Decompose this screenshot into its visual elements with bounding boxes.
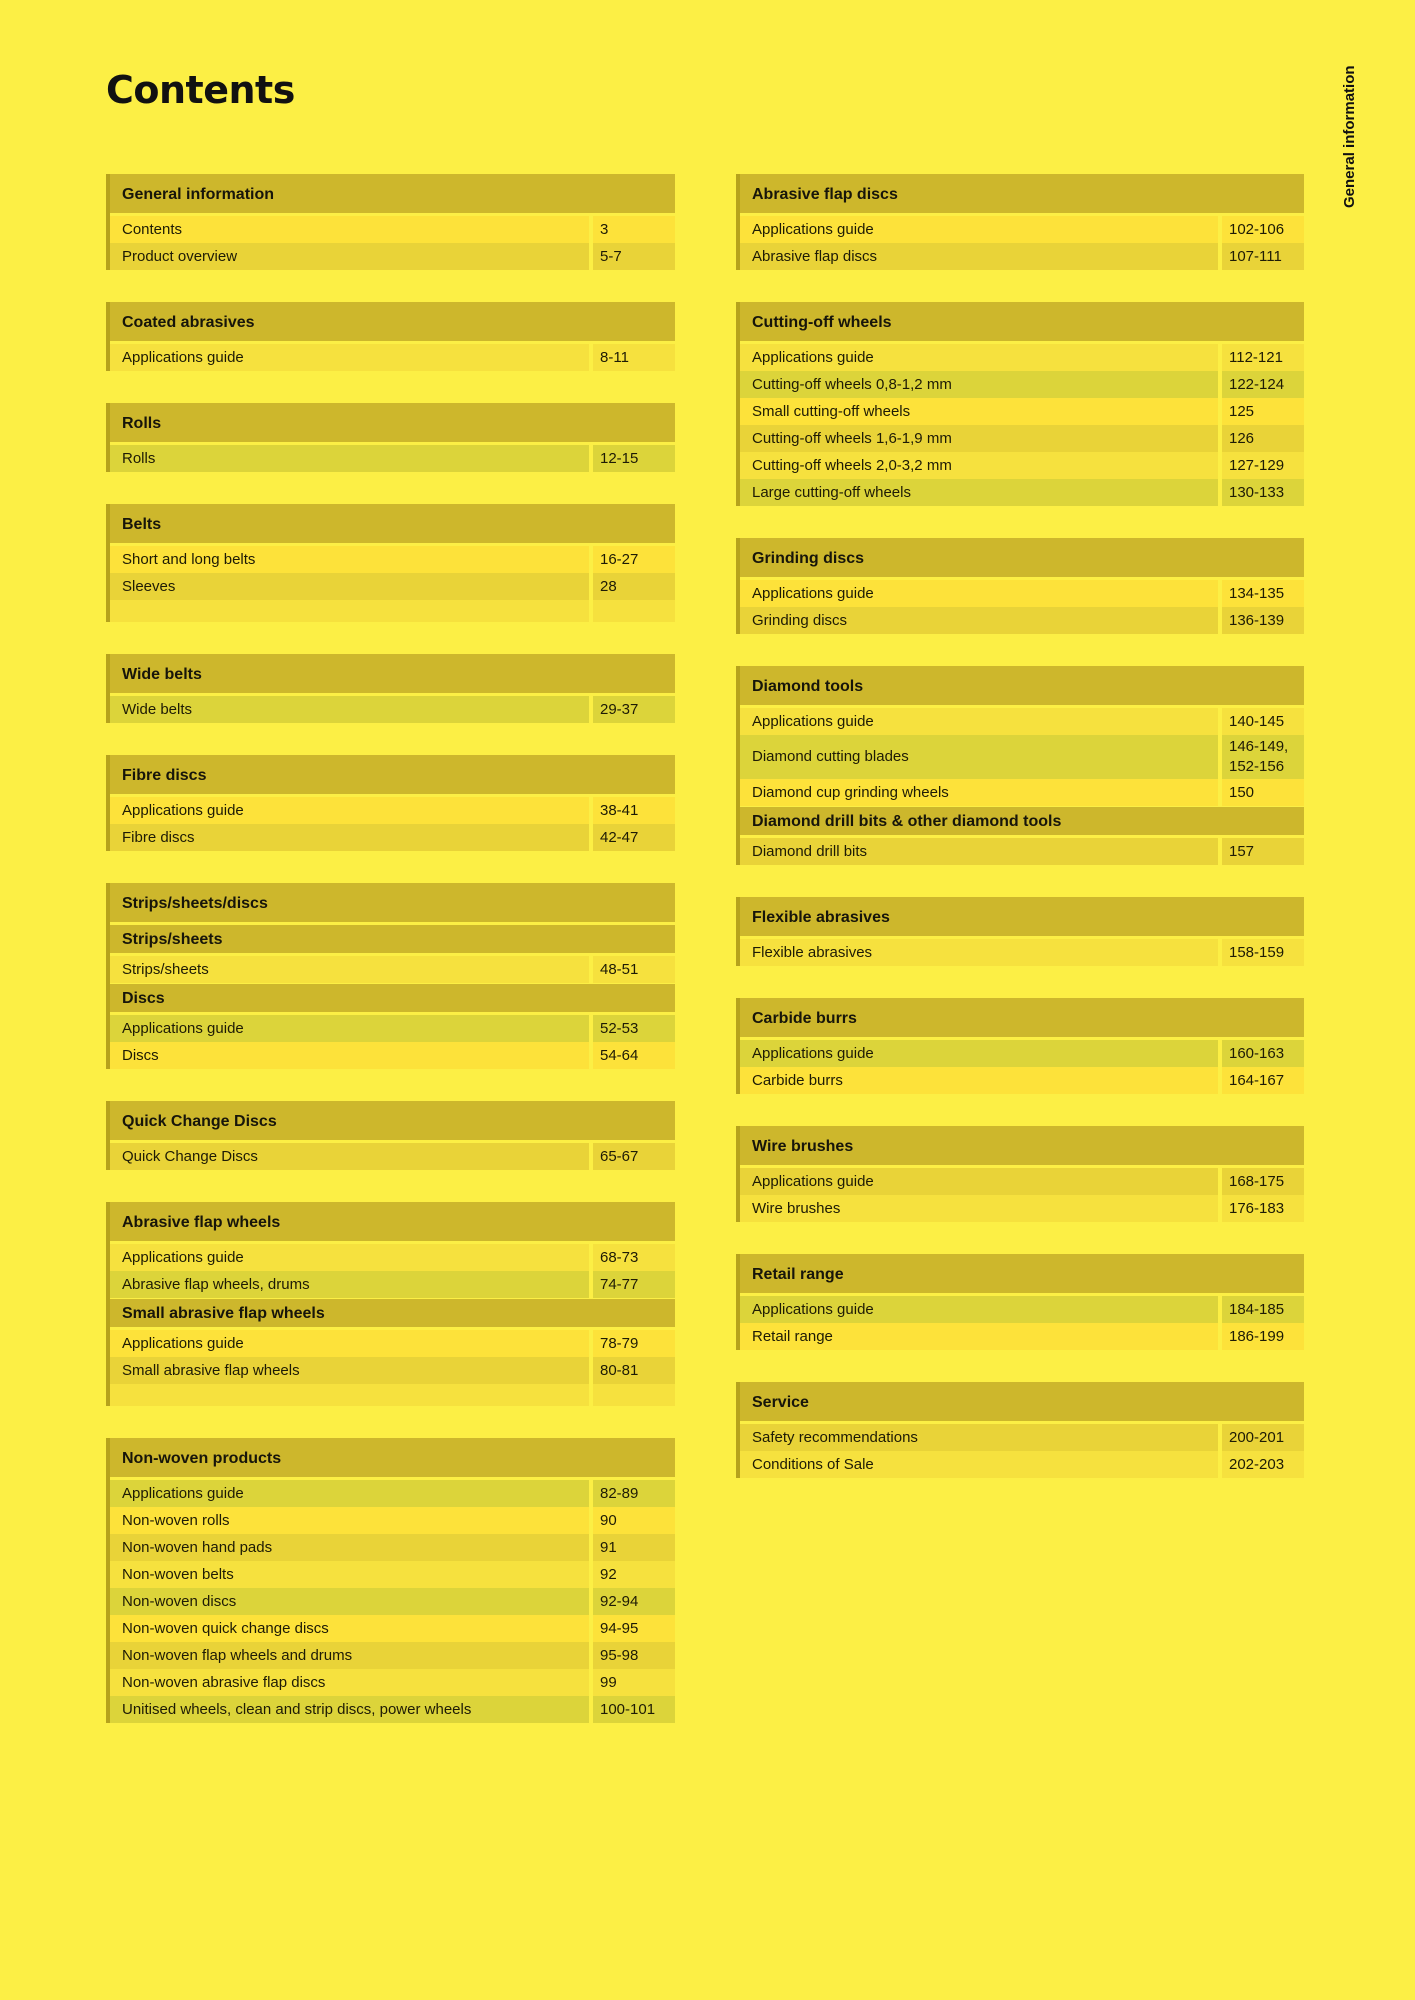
toc-entry-page: 91 xyxy=(593,1534,675,1561)
toc-entry-label: Safety recommendations xyxy=(740,1424,1218,1451)
toc-entry-label: Carbide burrs xyxy=(740,1067,1218,1094)
section-heading: Carbide burrs xyxy=(740,998,1304,1037)
toc-entry[interactable] xyxy=(110,1588,675,1615)
toc-entry[interactable] xyxy=(740,1451,1304,1478)
toc-entry-label: Strips/sheets xyxy=(110,956,589,983)
toc-entry[interactable] xyxy=(740,580,1304,607)
toc-entry-label: Wide belts xyxy=(110,696,589,723)
toc-entry[interactable] xyxy=(110,1480,675,1507)
section-heading: Strips/sheets/discs xyxy=(110,883,675,922)
subsection-heading: Strips/sheets xyxy=(110,925,675,953)
toc-entry-page: 90 xyxy=(593,1507,675,1534)
toc-entry-label: Grinding discs xyxy=(740,607,1218,634)
toc-entry-label: Applications guide xyxy=(740,580,1218,607)
toc-entry-page: 140-145 xyxy=(1222,708,1304,735)
toc-entry[interactable] xyxy=(110,1042,675,1069)
toc-section-grinding-discs xyxy=(736,538,1304,634)
toc-entry-label: Cutting-off wheels 1,6-1,9 mm xyxy=(740,425,1218,452)
toc-entry-page: 125 xyxy=(1222,398,1304,425)
toc-entry[interactable] xyxy=(740,735,1304,779)
section-tab-label: General information xyxy=(1341,65,1358,208)
toc-entry[interactable] xyxy=(740,425,1304,452)
toc-section-abrasive-flap-discs xyxy=(736,174,1304,270)
toc-entry-page: 94-95 xyxy=(593,1615,675,1642)
toc-entry-label: Applications guide xyxy=(740,1168,1218,1195)
toc-entry-label: Applications guide xyxy=(110,797,589,824)
toc-entry-label: Abrasive flap wheels, drums xyxy=(110,1271,589,1298)
toc-entry-label: Diamond cutting blades xyxy=(740,735,1218,779)
toc-entry[interactable] xyxy=(110,344,675,371)
toc-entry-page: 5-7 xyxy=(593,243,675,270)
toc-section-service xyxy=(736,1382,1304,1478)
toc-entry[interactable] xyxy=(740,939,1304,966)
section-heading: Belts xyxy=(110,504,675,543)
toc-entry[interactable] xyxy=(740,1040,1304,1067)
toc-entry-page: 107-111 xyxy=(1222,243,1304,270)
toc-entry[interactable] xyxy=(110,1357,675,1384)
toc-section-carbide-burrs xyxy=(736,998,1304,1094)
toc-entry-label: Applications guide xyxy=(740,216,1218,243)
toc-entry-label: Non-woven rolls xyxy=(110,1507,589,1534)
toc-entry-label: Short and long belts xyxy=(110,546,589,573)
toc-entry-page: 16-27 xyxy=(593,546,675,573)
toc-section-general-information xyxy=(106,174,675,270)
toc-entry-label: Large cutting-off wheels xyxy=(740,479,1218,506)
toc-entry-label: Abrasive flap discs xyxy=(740,243,1218,270)
toc-entry-label: Applications guide xyxy=(110,1480,589,1507)
toc-entry-page: 160-163 xyxy=(1222,1040,1304,1067)
toc-entry-page: 92 xyxy=(593,1561,675,1588)
toc-right-column xyxy=(736,174,1304,1510)
toc-section-flexible-abrasives xyxy=(736,897,1304,966)
toc-entry-label: Non-woven discs xyxy=(110,1588,589,1615)
toc-entry[interactable] xyxy=(740,607,1304,634)
section-heading: Retail range xyxy=(740,1254,1304,1293)
toc-entry-page: 176-183 xyxy=(1222,1195,1304,1222)
toc-entry-label: Quick Change Discs xyxy=(110,1143,589,1170)
toc-entry-label xyxy=(110,600,589,622)
toc-entry-page: 202-203 xyxy=(1222,1451,1304,1478)
toc-entry-label: Applications guide xyxy=(740,344,1218,371)
toc-section-non-woven-products xyxy=(106,1438,675,1723)
toc-entry-page: 168-175 xyxy=(1222,1168,1304,1195)
toc-entry[interactable] xyxy=(110,1696,675,1723)
section-heading: Wire brushes xyxy=(740,1126,1304,1165)
toc-entry-label: Fibre discs xyxy=(110,824,589,851)
toc-entry[interactable] xyxy=(110,1507,675,1534)
toc-entry-page: 29-37 xyxy=(593,696,675,723)
toc-entry[interactable] xyxy=(110,216,675,243)
toc-entry[interactable] xyxy=(110,243,675,270)
toc-entry[interactable] xyxy=(740,398,1304,425)
toc-section-fibre-discs xyxy=(106,755,675,851)
toc-entry-label: Wire brushes xyxy=(740,1195,1218,1222)
toc-entry-label: Non-woven hand pads xyxy=(110,1534,589,1561)
toc-entry-label: Discs xyxy=(110,1042,589,1069)
section-heading: Fibre discs xyxy=(110,755,675,794)
toc-entry-label xyxy=(110,1384,589,1406)
toc-entry-page: 54-64 xyxy=(593,1042,675,1069)
toc-entry-label: Small cutting-off wheels xyxy=(740,398,1218,425)
toc-entry-label: Contents xyxy=(110,216,589,243)
toc-section-wire-brushes xyxy=(736,1126,1304,1222)
toc-entry[interactable] xyxy=(740,479,1304,506)
toc-entry-page: 12-15 xyxy=(593,445,675,472)
toc-entry[interactable] xyxy=(110,1015,675,1042)
toc-entry-page: 157 xyxy=(1222,838,1304,865)
section-heading: Flexible abrasives xyxy=(740,897,1304,936)
toc-entry-page: 28 xyxy=(593,573,675,600)
toc-entry-label: Applications guide xyxy=(110,344,589,371)
toc-entry-page: 3 xyxy=(593,216,675,243)
toc-entry[interactable] xyxy=(740,1168,1304,1195)
toc-entry-page: 65-67 xyxy=(593,1143,675,1170)
section-heading: Cutting-off wheels xyxy=(740,302,1304,341)
toc-entry-page: 164-167 xyxy=(1222,1067,1304,1094)
toc-section-rolls xyxy=(106,403,675,472)
toc-section-coated-abrasives xyxy=(106,302,675,371)
section-heading: Wide belts xyxy=(110,654,675,693)
toc-spacer-row xyxy=(110,1384,675,1406)
toc-entry[interactable] xyxy=(740,452,1304,479)
toc-entry-label: Cutting-off wheels 2,0-3,2 mm xyxy=(740,452,1218,479)
toc-entry-page: 122-124 xyxy=(1222,371,1304,398)
page-range-line-1: 146-149, xyxy=(1229,738,1289,755)
toc-entry-page: 8-11 xyxy=(593,344,675,371)
toc-entry[interactable] xyxy=(110,1271,675,1298)
toc-entry[interactable] xyxy=(740,1323,1304,1350)
toc-entry-label: Non-woven flap wheels and drums xyxy=(110,1642,589,1669)
section-heading: Service xyxy=(740,1382,1304,1421)
toc-entry-page: 99 xyxy=(593,1669,675,1696)
toc-entry[interactable] xyxy=(740,1195,1304,1222)
toc-entry[interactable] xyxy=(740,371,1304,398)
toc-entry[interactable] xyxy=(110,1669,675,1696)
toc-entry-page: 186-199 xyxy=(1222,1323,1304,1350)
toc-entry-label: Product overview xyxy=(110,243,589,270)
toc-entry-page: 158-159 xyxy=(1222,939,1304,966)
toc-entry-page: 134-135 xyxy=(1222,580,1304,607)
toc-entry[interactable] xyxy=(740,708,1304,735)
toc-entry[interactable] xyxy=(110,797,675,824)
toc-entry-page: 78-79 xyxy=(593,1330,675,1357)
toc-entry-page: 80-81 xyxy=(593,1357,675,1384)
toc-entry-page: 95-98 xyxy=(593,1642,675,1669)
section-heading: Diamond tools xyxy=(740,666,1304,705)
toc-section-strips-sheets-discs xyxy=(106,883,675,1069)
toc-left-column xyxy=(106,174,675,1755)
toc-entry-page: 127-129 xyxy=(1222,452,1304,479)
toc-entry-page: 74-77 xyxy=(593,1271,675,1298)
toc-section-cutting-off-wheels xyxy=(736,302,1304,506)
toc-entry[interactable] xyxy=(740,1296,1304,1323)
toc-entry-label: Rolls xyxy=(110,445,589,472)
toc-entry[interactable] xyxy=(110,696,675,723)
page-range-line-2: 152-156 xyxy=(1229,758,1285,775)
section-heading: Quick Change Discs xyxy=(110,1101,675,1140)
toc-entry[interactable] xyxy=(740,779,1304,806)
section-heading: Coated abrasives xyxy=(110,302,675,341)
toc-entry[interactable] xyxy=(110,1615,675,1642)
toc-entry[interactable] xyxy=(110,1143,675,1170)
toc-entry[interactable] xyxy=(110,445,675,472)
toc-entry[interactable] xyxy=(740,243,1304,270)
toc-entry-label: Applications guide xyxy=(110,1330,589,1357)
toc-entry[interactable] xyxy=(740,1424,1304,1451)
toc-entry-label: Diamond drill bits xyxy=(740,838,1218,865)
toc-entry-page: 38-41 xyxy=(593,797,675,824)
toc-entry-label: Applications guide xyxy=(740,1296,1218,1323)
toc-entry-page: 68-73 xyxy=(593,1244,675,1271)
toc-section-belts xyxy=(106,504,675,622)
toc-entry-page: 150 xyxy=(1222,779,1304,806)
toc-entry[interactable] xyxy=(110,546,675,573)
toc-entry-page xyxy=(593,600,675,622)
toc-entry-label: Conditions of Sale xyxy=(740,1451,1218,1478)
toc-entry-page: 112-121 xyxy=(1222,344,1304,371)
toc-section-retail-range xyxy=(736,1254,1304,1350)
toc-entry-label: Non-woven abrasive flap discs xyxy=(110,1669,589,1696)
toc-entry-label: Applications guide xyxy=(740,1040,1218,1067)
toc-entry-page xyxy=(1222,735,1304,779)
toc-section-quick-change-discs xyxy=(106,1101,675,1170)
toc-entry-label: Sleeves xyxy=(110,573,589,600)
toc-entry-page: 92-94 xyxy=(593,1588,675,1615)
toc-section-wide-belts xyxy=(106,654,675,723)
toc-entry-page: 42-47 xyxy=(593,824,675,851)
section-heading: General information xyxy=(110,174,675,213)
toc-entry-page xyxy=(593,1384,675,1406)
toc-entry[interactable] xyxy=(740,344,1304,371)
toc-entry-page: 200-201 xyxy=(1222,1424,1304,1451)
section-heading: Abrasive flap wheels xyxy=(110,1202,675,1241)
toc-entry-page: 48-51 xyxy=(593,956,675,983)
toc-entry-label: Non-woven quick change discs xyxy=(110,1615,589,1642)
toc-spacer-row xyxy=(110,600,675,622)
subsection-heading: Discs xyxy=(110,984,675,1012)
toc-entry[interactable] xyxy=(110,1330,675,1357)
toc-entry[interactable] xyxy=(110,1244,675,1271)
toc-section-abrasive-flap-wheels xyxy=(106,1202,675,1406)
section-heading: Rolls xyxy=(110,403,675,442)
subsection-heading: Diamond drill bits & other diamond tools xyxy=(740,807,1304,835)
toc-entry[interactable] xyxy=(110,1534,675,1561)
toc-entry[interactable] xyxy=(110,1642,675,1669)
toc-entry-page: 82-89 xyxy=(593,1480,675,1507)
toc-entry[interactable] xyxy=(110,1561,675,1588)
toc-entry-label: Applications guide xyxy=(110,1015,589,1042)
toc-entry-label: Diamond cup grinding wheels xyxy=(740,779,1218,806)
toc-entry[interactable] xyxy=(740,216,1304,243)
toc-entry-page: 136-139 xyxy=(1222,607,1304,634)
toc-entry-label: Retail range xyxy=(740,1323,1218,1350)
toc-entry[interactable] xyxy=(740,1067,1304,1094)
toc-entry[interactable] xyxy=(740,838,1304,865)
toc-entry-label: Flexible abrasives xyxy=(740,939,1218,966)
section-heading: Non-woven products xyxy=(110,1438,675,1477)
toc-entry-label: Unitised wheels, clean and strip discs, power wheels xyxy=(110,1696,589,1723)
subsection-heading: Small abrasive flap wheels xyxy=(110,1299,675,1327)
section-heading: Abrasive flap discs xyxy=(740,174,1304,213)
toc-entry-page: 126 xyxy=(1222,425,1304,452)
toc-entry-label: Applications guide xyxy=(110,1244,589,1271)
toc-entry-label: Non-woven belts xyxy=(110,1561,589,1588)
toc-entry[interactable] xyxy=(110,956,675,983)
toc-entry[interactable] xyxy=(110,573,675,600)
page-title: Contents xyxy=(106,68,295,112)
section-heading: Grinding discs xyxy=(740,538,1304,577)
toc-entry-page: 184-185 xyxy=(1222,1296,1304,1323)
toc-entry[interactable] xyxy=(110,824,675,851)
toc-entry-label: Small abrasive flap wheels xyxy=(110,1357,589,1384)
toc-entry-page: 100-101 xyxy=(593,1696,675,1723)
toc-entry-label: Cutting-off wheels 0,8-1,2 mm xyxy=(740,371,1218,398)
toc-section-diamond-tools xyxy=(736,666,1304,865)
toc-entry-label: Applications guide xyxy=(740,708,1218,735)
toc-entry-page: 130-133 xyxy=(1222,479,1304,506)
toc-entry-page: 102-106 xyxy=(1222,216,1304,243)
toc-entry-page: 52-53 xyxy=(593,1015,675,1042)
